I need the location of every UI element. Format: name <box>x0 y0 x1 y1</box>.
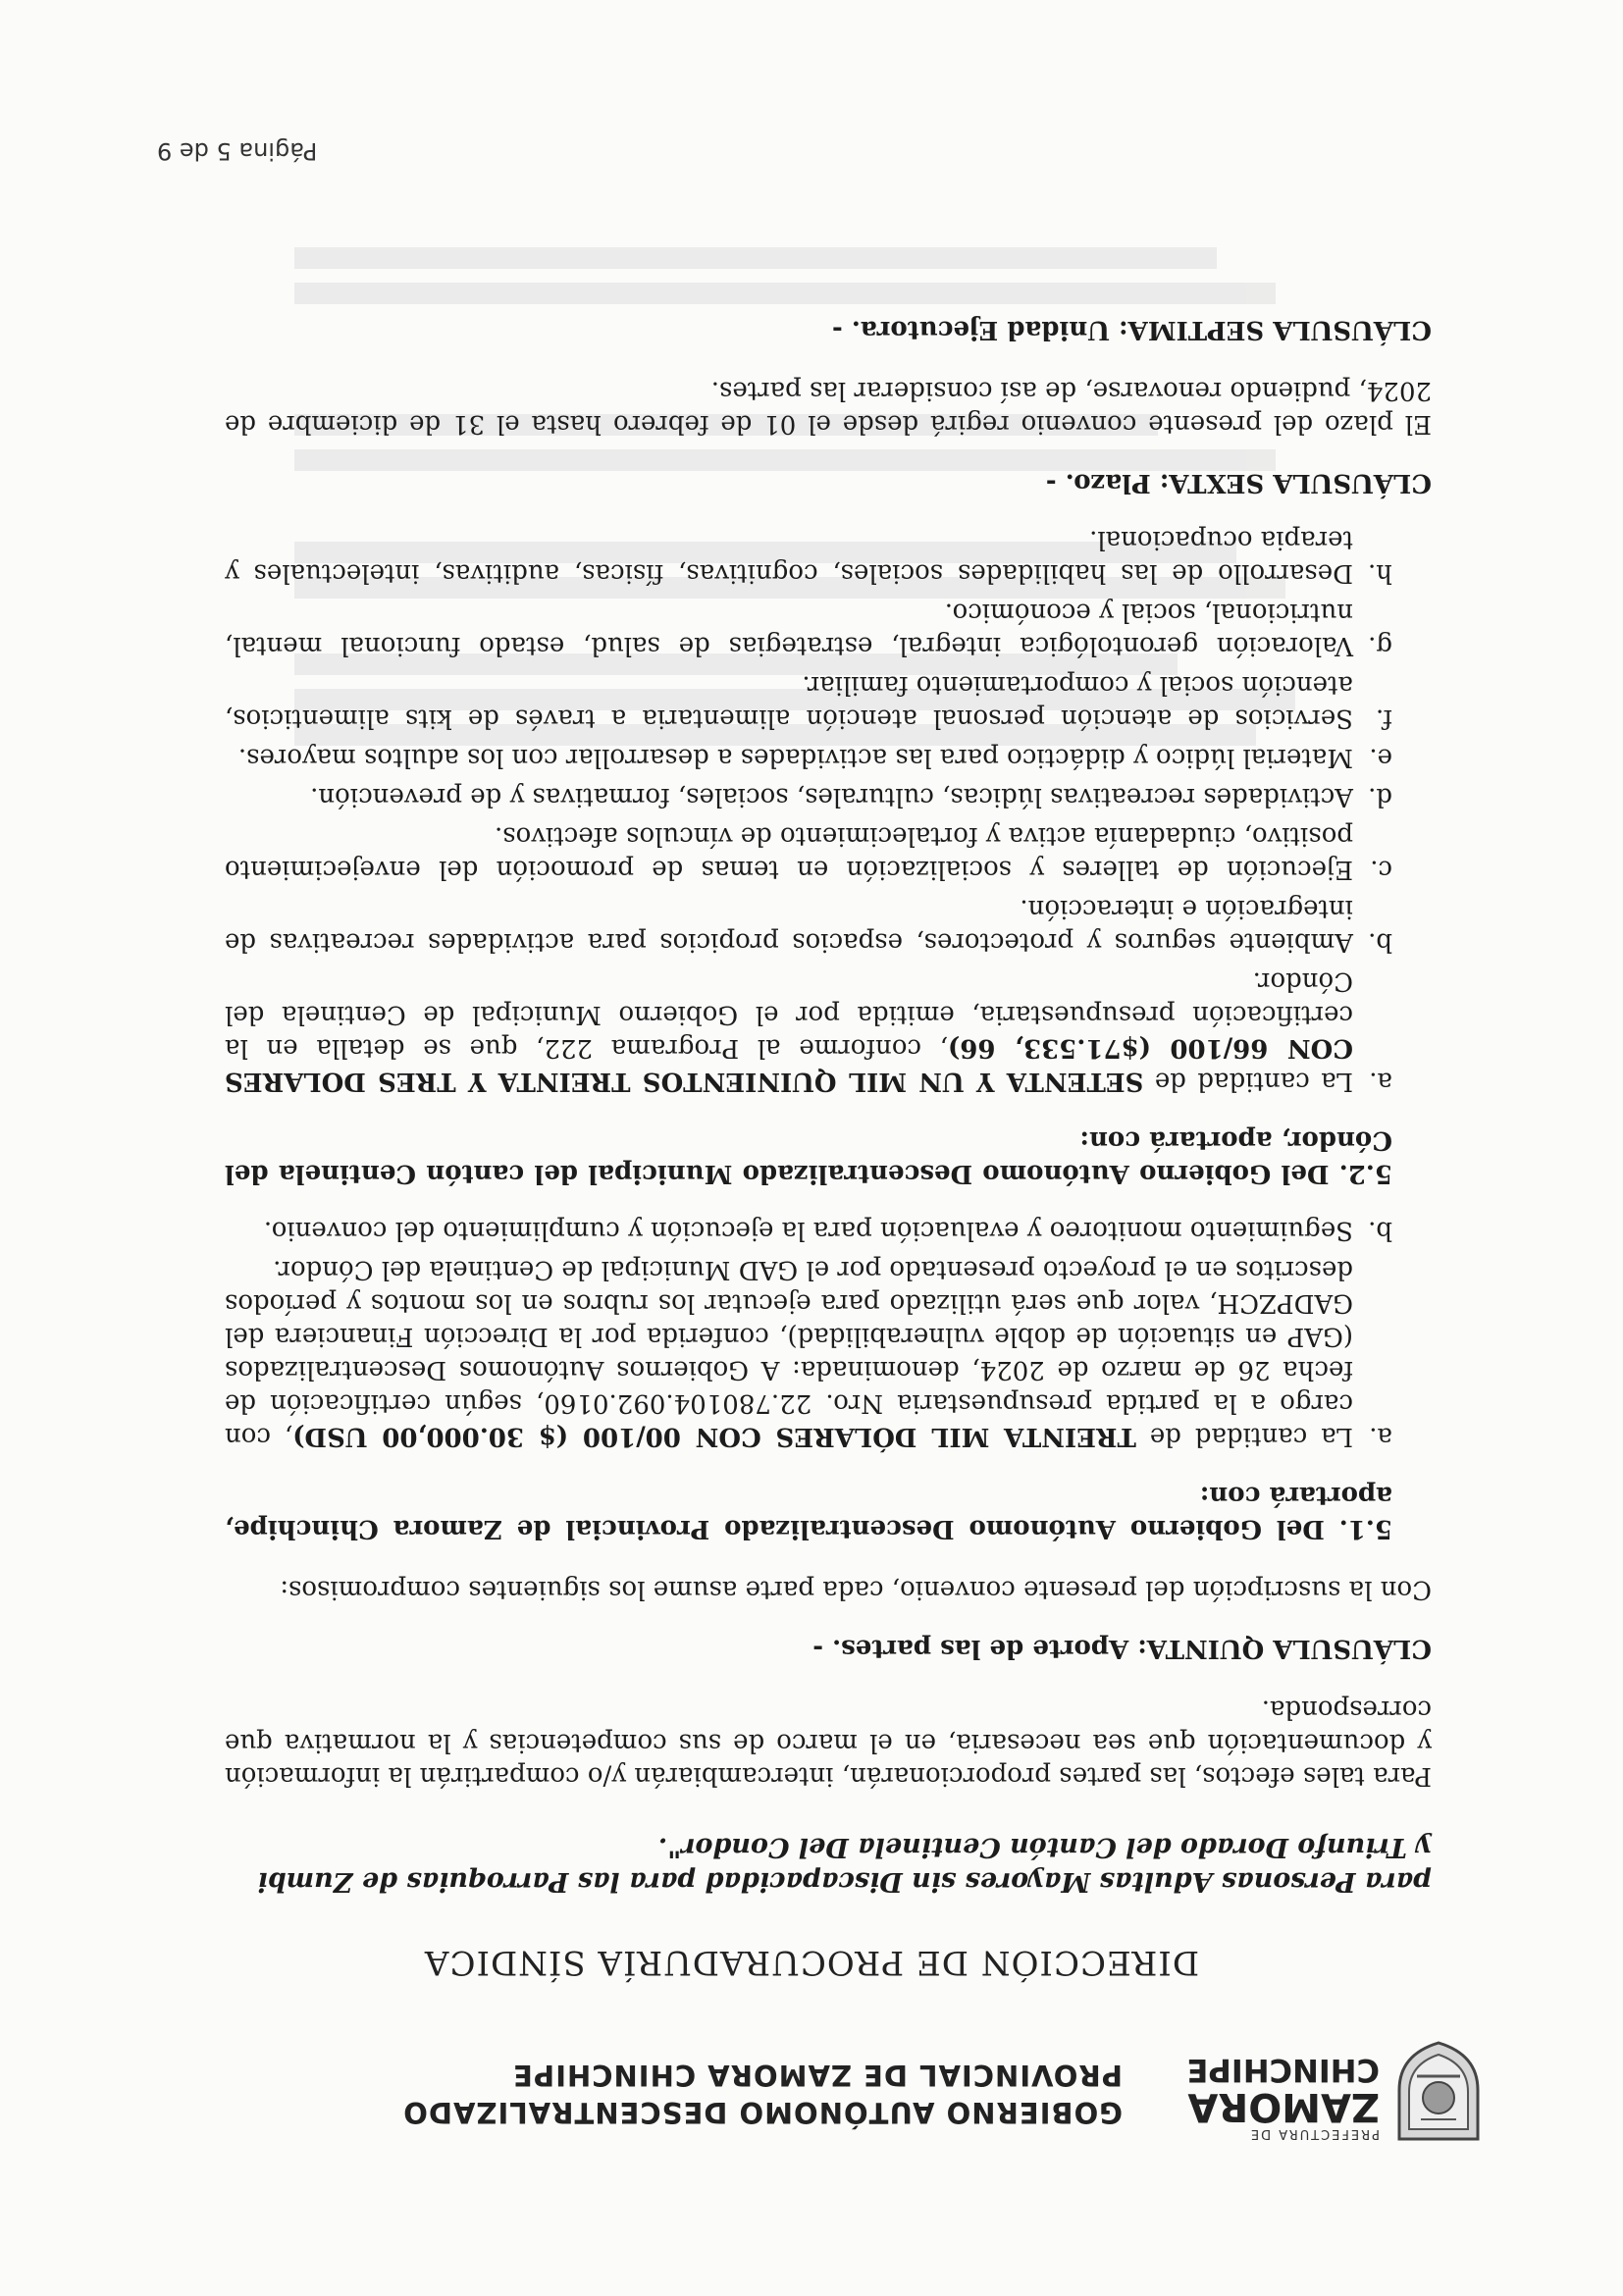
list-item <box>225 965 1392 1098</box>
list-item-letter: a. <box>1369 1067 1392 1096</box>
list-item-text-pre: La cantidad de <box>1135 1422 1353 1451</box>
clause-seven-title: CLÁUSULA SEPTIMA: Unidad Ejecutora. - <box>831 315 1432 344</box>
list-item-text: Desarrollo de las habilidades sociales, cognitivas, físicas, auditivas, intelectuales y terapia ocupacional. <box>225 525 1353 588</box>
letterhead <box>112 2021 1486 2149</box>
prefecture-zamora: ZAMORA <box>1187 2084 1380 2129</box>
list-item-text: Ejecución de talleres y socialización en temas de promoción del envejecimiento positivo, ciudadanía activa y fortalecimiento de vínculos afectivos. <box>225 821 1353 884</box>
document-body <box>225 287 1432 1899</box>
list-item-amount: SETENTA Y UN MIL QUINIENTOS TREINTA Y TRES DOLARES CON 66/100 ($71.533, 66) <box>224 1033 1353 1096</box>
section-5-2-list <box>225 523 1392 1098</box>
list-item-text: Seguimiento monitoreo y evaluación para la ejecución y cumplimiento del convenio. <box>263 1216 1353 1245</box>
list-item-text-pre: La cantidad de <box>1143 1067 1353 1096</box>
list-item <box>225 741 1392 774</box>
clause-five-title: CLÁUSULA QUINTA: Aporte de las partes. - <box>812 1634 1432 1663</box>
intro-paragraph: Para tales efectos, las partes proporcionarán, intercambiarán y/o compartirán la información y documentación que sea necesaria, en el marco de sus competencias y la normativa que corresponda. <box>225 1695 1432 1791</box>
org-line-1: GOBIERNO AUTÓNOMO DESCENTRALIZADO <box>402 2096 1123 2129</box>
clause-five-intro: Con la suscripción del presente convenio, cada parte asume los siguientes compromisos: <box>280 1575 1432 1604</box>
section-5-1-list <box>225 1214 1392 1453</box>
list-item-letter: a. <box>1369 1422 1392 1451</box>
list-item-letter: e. <box>1369 743 1392 772</box>
list-item-letter: c. <box>1370 855 1392 884</box>
list-item-text-post: , conforme al Programa 222, que se detalla en la certificación presupuestaria, emitida por el Gobierno Municipal de Centinela del Cóndor. <box>225 966 1353 1063</box>
prefecture-chinchipe: CHINCHIPE <box>1186 2052 1380 2089</box>
agreement-title-line-1: para Personas Adultas Mayores sin Discapacidad para las Parroquias de Zumbi <box>257 1866 1432 1897</box>
list-item <box>225 1214 1392 1247</box>
list-item-text: Valoración gerontológica integral, estrategias de salud, estado funcional mental, nutricional, social y económico. <box>225 598 1353 660</box>
clause-six-text: El plazo del presente convenio regirá desde el 01 de febrero hasta el 31 de diciembre de 2024, pudiendo renovarse, de así considerar las partes. <box>225 376 1432 439</box>
coat-of-arms-icon <box>1391 2039 1486 2149</box>
org-line-2: PROVINCIAL DE ZAMORA CHINCHIPE <box>512 2059 1123 2092</box>
list-item <box>225 523 1392 590</box>
prefecture-name <box>1164 2054 1380 2141</box>
agreement-title <box>225 1830 1432 1899</box>
page-number: Página 5 de 9 <box>157 137 318 165</box>
list-item <box>225 1253 1392 1453</box>
list-item-text: Ambiente seguros y protectores, espacios propicios para actividades recreativas de integración e interacción. <box>225 894 1353 957</box>
list-item <box>225 892 1392 959</box>
list-item-letter: b. <box>1368 927 1392 957</box>
list-item <box>225 596 1392 662</box>
list-item-letter: h. <box>1367 558 1392 588</box>
list-item <box>225 780 1392 813</box>
list-item <box>225 819 1392 886</box>
list-item <box>225 668 1392 735</box>
list-item-letter: f. <box>1376 704 1392 733</box>
clause-six-title: CLÁUSULA SEXTA: Plazo. - <box>1045 468 1432 497</box>
section-5-1-heading: 5.1. Del Gobierno Autónomo Descentralizado Provincial de Zamora Chinchipe, aportará con: <box>225 1481 1392 1543</box>
list-item-letter: b. <box>1368 1216 1392 1245</box>
list-item-letter: g. <box>1368 631 1392 660</box>
prefecture-label: PREFECTURA DE <box>1248 2126 1380 2141</box>
agreement-title-line-2: y Triunfo Dorado del Cantón Centinela Del Condor". <box>657 1832 1432 1862</box>
section-5-2-heading: 5.2. Del Gobierno Autónomo Descentralizado Municipal del cantón Centinela del Cóndor, aportará con: <box>225 1125 1392 1188</box>
division-title: DIRECCIÓN DE PROCURADURÍA SÍNDICA <box>423 1943 1200 1982</box>
organization-name <box>402 2057 1123 2131</box>
list-item-text-post: , con cargo a la partida presupuestaria Nro. 22.780104.092.0160, según certificación de fecha 26 de marzo de 2024, denominada: A Gobiernos Autónomos Descentralizados (GAP en situación de doble vulnerabilidad), conferida por la Dirección Financiera del GADPZCH, valor que será utilizado para ejecutar los rubros en los montos y períodos descritos en el proyecto presentado por el GAD Municipal de Centinela del Cóndor. <box>225 1255 1353 1451</box>
list-item-text: Actividades recreativas lúdicas, culturales, sociales, formativas y de prevención. <box>310 782 1353 811</box>
list-item-letter: d. <box>1368 782 1392 811</box>
list-item-text: Material lúdico y didáctico para las actividades a desarrollar con los adultos mayores. <box>237 743 1353 772</box>
list-item-amount: TREINTA MIL DÓLARES CON 00/100 ($ 30.000,00 USD) <box>292 1422 1136 1451</box>
list-item-text: Servicios de atención personal atención alimentaria a través de kits alimenticios, atención social y comportamiento familiar. <box>225 670 1353 733</box>
